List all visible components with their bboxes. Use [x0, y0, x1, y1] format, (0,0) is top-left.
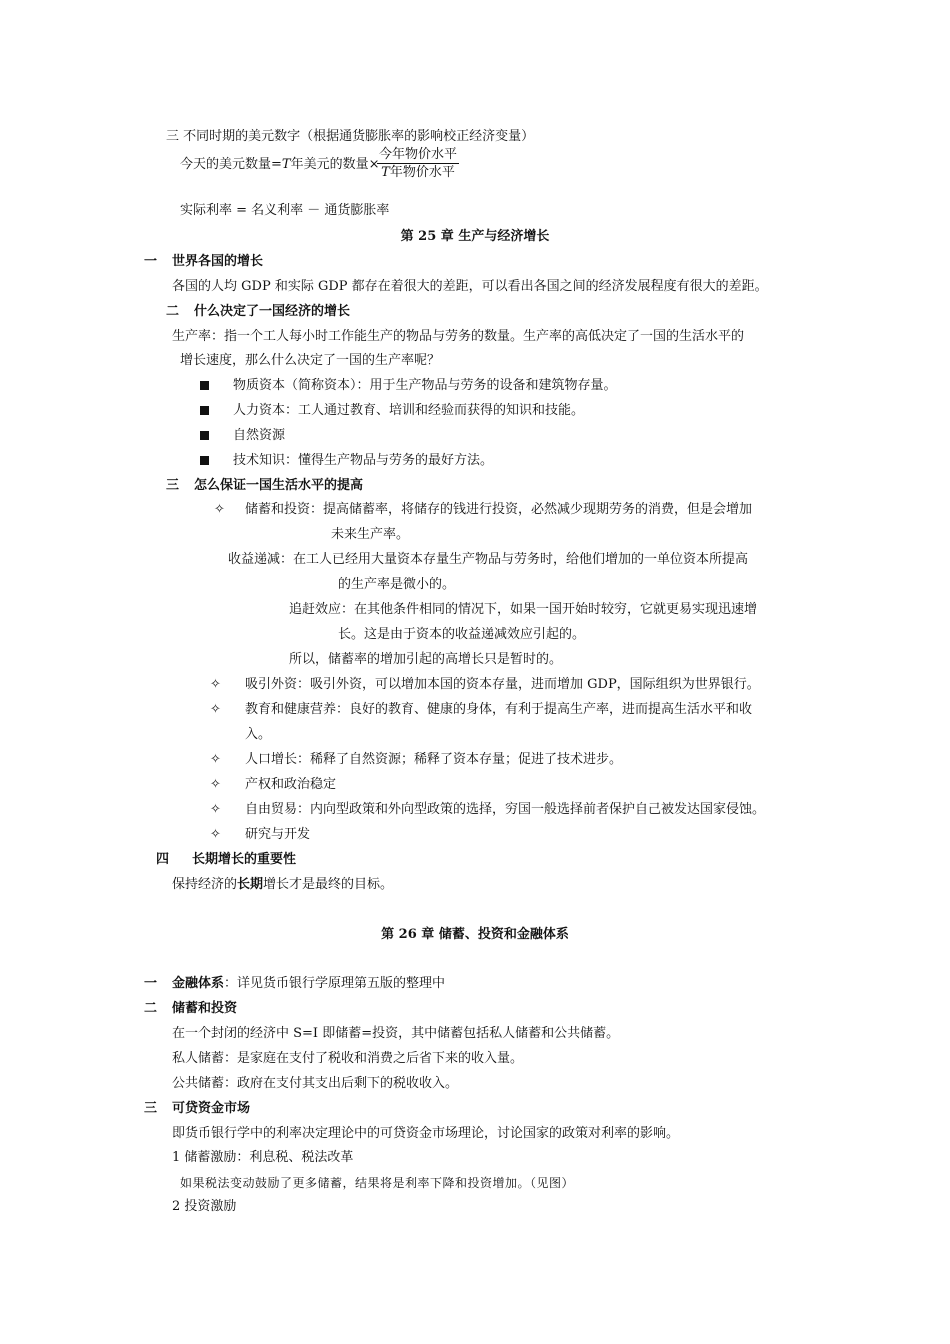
formula-lhs: 今天的美元数量= [180, 157, 282, 172]
paragraph: 长。这是由于资本的收益递减效应引起的。 [338, 627, 586, 642]
fraction-numerator: 今年物价水平 [379, 147, 458, 162]
diamond-bullet-icon: ✧ [210, 752, 221, 767]
list-item-text: 储蓄和投资：提高储蓄率，将储存的钱进行投资，必然减少现期劳务的消费，但是会增加 [245, 502, 753, 517]
paragraph: 即货币银行学中的利率决定理论中的可贷资金市场理论，讨论国家的政策对利率的影响。 [172, 1126, 680, 1141]
diamond-bullet-icon: ✧ [210, 827, 221, 842]
list-item-text: 未来生产率。 [331, 527, 410, 542]
square-bullet-icon [200, 431, 209, 440]
list-item-text: 研究与开发 [245, 827, 311, 842]
section-title: 什么决定了一国经济的增长 [194, 304, 351, 319]
paragraph: 私人储蓄：是家庭在支付了税收和消费之后省下来的收入量。 [172, 1051, 524, 1066]
paragraph: 1 储蓄激励：利息税、税法改革 [172, 1150, 354, 1165]
formula [180, 156, 379, 174]
diamond-bullet-icon: ✧ [210, 802, 221, 817]
chapter-title: 第 25 章 生产与经济增长 [400, 229, 550, 244]
paragraph: 各国的人均 GDP 和实际 GDP 都存在着很大的差距，可以看出各国之间的经济发展程度有很大的差距。 [172, 279, 768, 294]
paragraph: 公共储蓄：政府在支付其支出后剩下的税收收入。 [172, 1076, 459, 1091]
list-item-text: 技术知识：懂得生产物品与劳务的最好方法。 [233, 453, 494, 468]
list-item-text: 人力资本：工人通过教育、培训和经验而获得的知识和技能。 [233, 403, 585, 418]
section-number: 二 [144, 1001, 158, 1016]
paragraph: 2 投资激励 [172, 1199, 237, 1214]
section-number: 二 [166, 304, 180, 319]
section-title: 怎么保证一国生活水平的提高 [194, 478, 364, 493]
diamond-bullet-icon: ✧ [214, 502, 225, 517]
square-bullet-icon [200, 381, 209, 390]
paragraph: 生产率：指一个工人每小时工作能生产的物品与劳务的数量。生产率的高低决定了一国的生活水平的 [172, 329, 745, 344]
section-number: 一 [144, 254, 158, 269]
paragraph: 保持经济的长期增长才是最终的目标。 [172, 877, 394, 892]
paragraph: 在一个封闭的经济中 S=I 即储蓄=投资，其中储蓄包括私人储蓄和公共储蓄。 [172, 1026, 620, 1041]
chapter-title: 第 26 章 储蓄、投资和金融体系 [381, 927, 569, 942]
section-title: 可贷资金市场 [172, 1101, 251, 1116]
list-item-text: 吸引外资：吸引外资，可以增加本国的资本存量，进而增加 GDP，国际组织为世界银行。 [245, 677, 760, 692]
list-item [200, 402, 209, 420]
emphasis: 长期 [237, 877, 264, 892]
section-number: 一 [144, 976, 158, 991]
paragraph: 增长速度，那么什么决定了一国的生产率呢？ [180, 353, 441, 368]
list-item-text: 人口增长：稀释了自然资源；稀释了资本存量；促进了技术进步。 [245, 752, 623, 767]
real-rate-formula: 实际利率 = 名义利率 － 通货膨胀率 [180, 203, 390, 218]
paragraph: 金融体系：详见货币银行学原理第五版的整理中 [172, 976, 446, 991]
section-number: 四 [156, 852, 170, 867]
section-title: 世界各国的增长 [172, 254, 264, 269]
list-item-text: 自由贸易：内向型政策和外向型政策的选择，穷国一般选择前者保护自己被发达国家侵蚀。 [245, 802, 766, 817]
fraction-denominator: T年物价水平 [381, 165, 455, 180]
paragraph: 如果税法变动鼓励了更多储蓄，结果将是利率下降和投资增加。（见图） [180, 1176, 575, 1190]
section-number: 三 [144, 1101, 158, 1116]
list-item-text: 自然资源 [233, 428, 286, 443]
list-item-text: 产权和政治稳定 [245, 777, 337, 792]
list-item [200, 377, 209, 395]
list-item-text: 教育和健康营养：良好的教育、健康的身体，有利于提高生产率，进而提高生活水平和收 [245, 702, 753, 717]
list-item [200, 452, 209, 470]
section-number: 三 [166, 478, 180, 493]
paragraph: 的生产率是微小的。 [338, 577, 456, 592]
paragraph: 收益递减：在工人已经用大量资本存量生产物品与劳务时，给他们增加的一单位资本所提高 [228, 552, 749, 567]
diamond-bullet-icon: ✧ [210, 702, 221, 717]
diamond-bullet-icon: ✧ [210, 777, 221, 792]
paragraph: 所以，储蓄率的增加引起的高增长只是暂时的。 [289, 652, 563, 667]
list-item-text: 入。 [245, 727, 272, 742]
square-bullet-icon [200, 456, 209, 465]
section-title: 长期增长的重要性 [192, 852, 297, 867]
formula-t: T [281, 157, 291, 172]
square-bullet-icon [200, 406, 209, 415]
formula-mid: 年美元的数量× [290, 157, 380, 172]
list-item-text: 物质资本（简称资本）：用于生产物品与劳务的设备和建筑物存量。 [233, 378, 617, 393]
section-heading: 三 不同时期的美元数字（根据通货膨胀率的影响校正经济变量） [166, 129, 535, 144]
diamond-bullet-icon: ✧ [210, 677, 221, 692]
formula-fraction [377, 146, 459, 181]
section-title: 金融体系 [172, 976, 225, 991]
list-item [200, 427, 209, 445]
paragraph: 追赶效应：在其他条件相同的情况下，如果一国开始时较穷，它就更易实现迅速增 [289, 602, 758, 617]
section-title: 储蓄和投资 [172, 1001, 238, 1016]
